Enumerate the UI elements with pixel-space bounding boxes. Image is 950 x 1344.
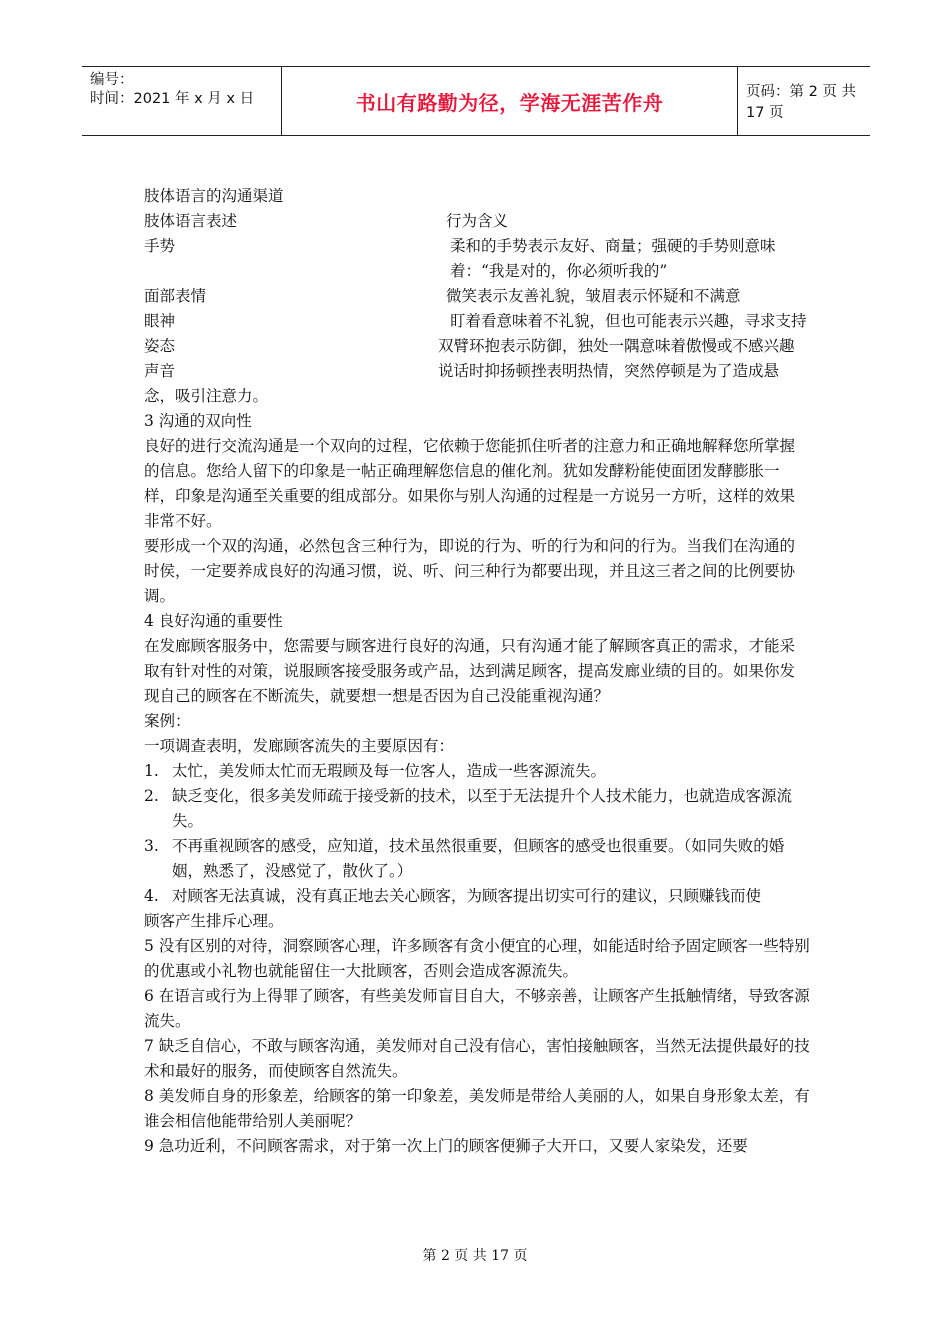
table-cell-meaning: 说话时抑扬顿挫表明热情，突然停顿是为了造成悬	[438, 362, 780, 380]
table-row	[144, 359, 810, 384]
paragraph: 8 美发师自身的形象差，给顾客的第一印象差，美发师是带给人美丽的人，如果自身形象太差，有谁会相信他能带给别人美丽呢？	[144, 1087, 810, 1130]
paragraph: 6 在语言或行为上得罪了顾客，有些美发师盲目自大，不够亲善，让顾客产生抵触情绪，导致客源流失。	[144, 987, 810, 1030]
paragraph: 在发廊顾客服务中，您需要与顾客进行良好的沟通，只有沟通才能了解顾客真正的需求，才能采取有针对性的对策，说服顾客接受服务或产品，达到满足顾客，提高发廊业绩的目的。如果你发现自己的顾客在不断流失，就要想一想是否因为自己没能重视沟通？	[144, 637, 796, 705]
list-item	[144, 884, 810, 909]
document-body	[144, 184, 810, 1159]
list-number: 3.	[144, 837, 159, 855]
table-row	[144, 284, 810, 309]
table-row	[144, 234, 810, 284]
table-cell-meaning: 盯着看意味着不礼貌，但也可能表示兴趣，寻求支持	[450, 312, 807, 330]
list-item	[144, 759, 810, 784]
header-motto	[282, 67, 738, 135]
code-label: 编号：	[90, 72, 134, 88]
table-row	[144, 334, 810, 359]
list-item	[144, 784, 810, 834]
header-meta	[82, 67, 282, 135]
list-number: 4.	[144, 887, 159, 905]
case-label: 案例：	[144, 712, 191, 730]
table-header-row	[144, 209, 810, 234]
paragraph: 要形成一个双的沟通，必然包含三种行为，即说的行为、听的行为和问的行为。当我们在沟通的时侯，一定要养成良好的沟通习惯，说、听、问三种行为都要出现，并且这三者之间的比例要协调。	[144, 537, 796, 605]
paragraph: 良好的进行交流沟通是一个双向的过程，它依赖于您能抓住听者的注意力和正确地解释您所掌握的信息。您给人留下的印象是一帖正确理解您信息的催化剂。犹如发酵粉能使面团发酵膨胀一样，印象是沟通至关重要的组成部分。如果你与别人沟通的过程是一方说另一方听，这样的效果非常不好。	[144, 437, 796, 530]
list-number: 1.	[144, 762, 159, 780]
list-number: 2.	[144, 787, 159, 805]
section-3-title: 3 沟通的双向性	[144, 412, 252, 430]
date-label: 时间：2021 年 x 月 x 日	[90, 91, 255, 107]
paragraph: 7 缺乏自信心，不敢与顾客沟通，美发师对自己没有信心，害怕接触顾客，当然无法提供最好的技术和最好的服务，而使顾客自然流失。	[144, 1037, 810, 1080]
table-cell-expr: 眼神	[144, 312, 176, 330]
page-footer: 第 2 页 共 17 页	[422, 1248, 528, 1264]
table-caption: 肢体语言的沟通渠道	[144, 187, 284, 205]
header-page	[738, 67, 870, 135]
table-cell-meaning: 柔和的手势表示友好、商量；强硬的手势则意味着：“我是对的，你必须听我的”	[450, 237, 776, 280]
table-cell-meaning: 微笑表示友善礼貌，皱眉表示怀疑和不满意	[446, 287, 741, 305]
table-header-expr: 肢体语言表述	[144, 212, 238, 230]
table-tail: 念，吸引注意力。	[144, 387, 269, 405]
table-header-meaning: 行为含义	[446, 212, 509, 230]
list-text: 对顾客无法真诚，没有真正地去关心顾客，为顾客提出切实可行的建议，只顾赚钱而使	[172, 887, 762, 905]
table-cell-expr: 手势	[144, 237, 176, 255]
list-tail: 顾客产生排斥心理。	[144, 912, 284, 930]
section-4-title: 4 良好沟通的重要性	[144, 612, 283, 630]
table-cell-expr: 声音	[144, 362, 176, 380]
table-cell-meaning: 双臂环抱表示防御，独处一隅意味着傲慢或不感兴趣	[438, 337, 795, 355]
paragraph: 9 急功近利，不问顾客需求，对于第一次上门的顾客便狮子大开口，又要人家染发，还要	[144, 1137, 748, 1155]
case-intro: 一项调查表明，发廊顾客流失的主要原因有：	[144, 737, 455, 755]
table-cell-expr: 姿态	[144, 337, 176, 355]
paragraph: 5 没有区别的对待，洞察顾客心理，许多顾客有贪小便宜的心理，如能适时给予固定顾客一些特别的优惠或小礼物也就能留住一大批顾客，否则会造成客源流失。	[144, 937, 810, 980]
page-header	[82, 66, 870, 136]
motto-text: 书山有路勤为径，学海无涯苦作舟	[355, 90, 664, 115]
list-text: 缺乏变化，很多美发师疏于接受新的技术，以至于无法提升个人技术能力，也就造成客源流失。	[172, 787, 793, 830]
page-label: 页码：第 2 页 共 17 页	[746, 84, 857, 121]
list-item	[144, 834, 810, 884]
list-text: 太忙，美发师太忙而无瑕顾及每一位客人，造成一些客源流失。	[172, 762, 607, 780]
table-cell-expr: 面部表情	[144, 287, 207, 305]
table-row	[144, 309, 810, 334]
list-text: 不再重视顾客的感受，应知道，技术虽然很重要，但顾客的感受也很重要。（如同失败的婚姻，熟悉了，没感觉了，散伙了。）	[172, 837, 785, 880]
